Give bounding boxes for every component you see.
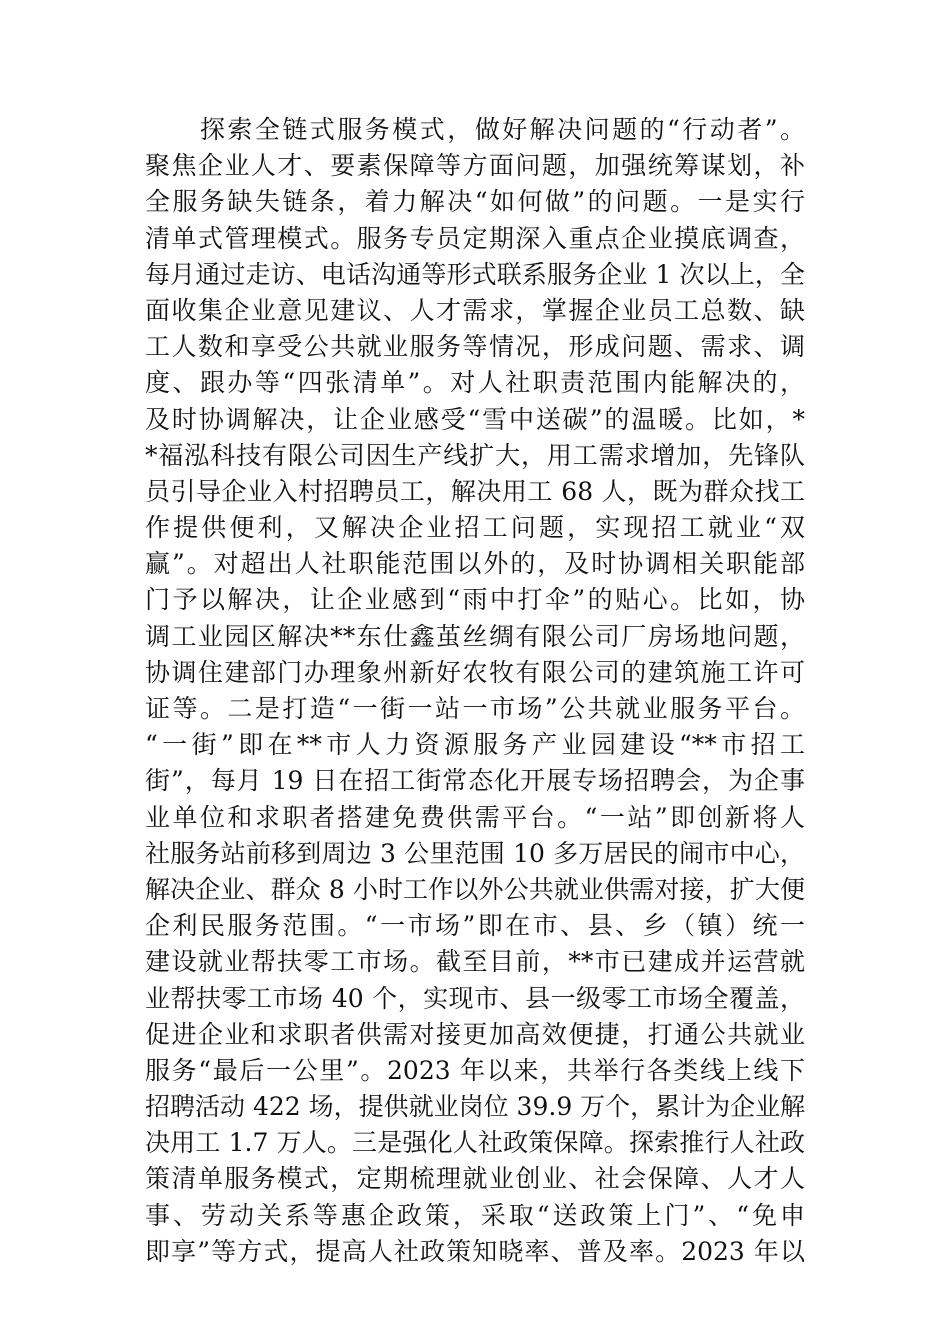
text-line: 决用工 1.7 万人。三是强化人社政策保障。探索推行人社政 bbox=[145, 1128, 805, 1158]
text-line: 面收集企业意见建议、人才需求，掌握企业员工总数、缺 bbox=[145, 295, 805, 325]
text-line: 促进企业和求职者供需对接更加高效便捷，打通公共就业 bbox=[145, 1019, 805, 1049]
text-line: 策清单服务模式，定期梳理就业创业、社会保障、人才人 bbox=[145, 1164, 805, 1194]
text-line: 街”，每月 19 日在招工街常态化开展专场招聘会，为企事 bbox=[145, 766, 805, 796]
text-line: 调工业园区解决**东仕鑫茧丝绸有限公司厂房场地问题， bbox=[145, 621, 805, 651]
text-line: 社服务站前移到周边 3 公里范围 10 多万居民的闹市中心， bbox=[145, 838, 805, 868]
text-line: 清单式管理模式。服务专员定期深入重点企业摸底调查， bbox=[145, 223, 805, 253]
text-line: 作提供便利，又解决企业招工问题，实现招工就业“双 bbox=[145, 513, 805, 543]
text-line: 探索全链式服务模式，做好解决问题的“行动者”。 bbox=[145, 115, 805, 144]
text-line: 企利民服务范围。“一市场”即在市、县、乡（镇）统一 bbox=[145, 911, 805, 941]
text-line: 业帮扶零工市场 40 个，实现市、县一级零工市场全覆盖， bbox=[145, 983, 805, 1013]
text-line: “一街”即在**市人力资源服务产业园建设“**市招工 bbox=[145, 730, 805, 760]
text-line: 即享”等方式，提高人社政策知晓率、普及率。2023 年以 bbox=[145, 1236, 805, 1266]
text-line: 服务“最后一公里”。2023 年以来，共举行各类线上线下 bbox=[145, 1055, 805, 1085]
text-line: 建设就业帮扶零工市场。截至目前，**市已建成并运营就 bbox=[145, 947, 805, 977]
text-line: 门予以解决，让企业感到“雨中打伞”的贴心。比如，协 bbox=[145, 585, 805, 615]
text-line: 招聘活动 422 场，提供就业岗位 39.9 万个，累计为企业解 bbox=[145, 1092, 806, 1122]
text-line: 赢”。对超出人社职能范围以外的，及时协调相关职能部 bbox=[145, 549, 805, 579]
text-line: 事、劳动关系等惠企政策，采取“送政策上门”、“免申 bbox=[145, 1200, 805, 1230]
text-line: 每月通过走访、电话沟通等形式联系服务企业 1 次以上，全 bbox=[145, 259, 805, 289]
text-line: 及时协调解决，让企业感受“雪中送碳”的温暖。比如，* bbox=[145, 404, 805, 434]
body-paragraph bbox=[145, 112, 805, 1270]
text-line: 解决企业、群众 8 小时工作以外公共就业供需对接，扩大便 bbox=[145, 874, 805, 904]
text-line: 业单位和求职者搭建免费供需平台。“一站”即创新将人 bbox=[145, 802, 805, 832]
text-line: 全服务缺失链条，着力解决“如何做”的问题。一是实行 bbox=[145, 187, 805, 217]
text-line: *福泓科技有限公司因生产线扩大，用工需求增加，先锋队 bbox=[145, 440, 805, 470]
text-line: 员引导企业入村招聘员工，解决用工 68 人，既为群众找工 bbox=[145, 476, 805, 506]
text-line: 度、跟办等“四张清单”。对人社职责范围内能解决的， bbox=[145, 368, 805, 398]
text-line: 证等。二是打造“一街一站一市场”公共就业服务平台。 bbox=[145, 694, 805, 723]
text-line: 协调住建部门办理象州新好农牧有限公司的建筑施工许可 bbox=[145, 657, 805, 687]
text-line: 聚焦企业人才、要素保障等方面问题，加强统筹谋划，补 bbox=[145, 151, 805, 181]
text-line: 工人数和享受公共就业服务等情况，形成问题、需求、调 bbox=[145, 332, 805, 362]
